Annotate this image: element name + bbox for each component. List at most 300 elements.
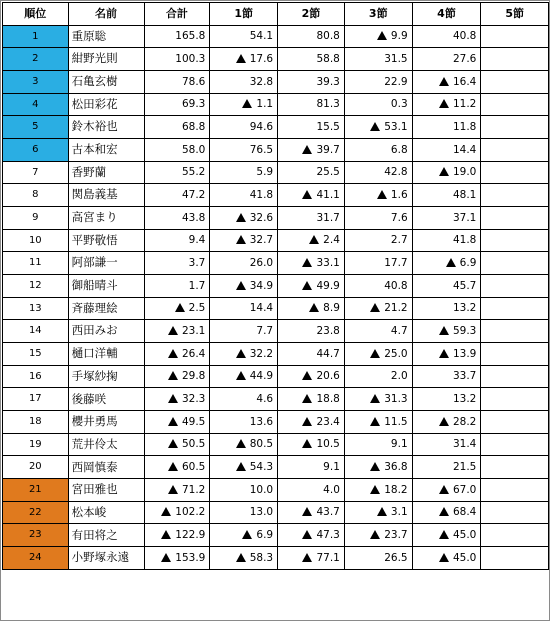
negative-triangle-icon: [236, 439, 246, 448]
cell-value: 47.3: [316, 529, 340, 542]
table-row: [3, 184, 549, 207]
section-5-cell: [481, 184, 549, 207]
section-5-cell: [481, 207, 549, 230]
section-5-cell: [481, 343, 549, 366]
cell-value: 23.1: [181, 324, 206, 337]
cell-value: 60.5: [181, 461, 206, 474]
rank-cell: 9: [3, 207, 69, 230]
section-3-cell: [344, 116, 412, 139]
table-row: [3, 275, 549, 298]
section-5-cell: [481, 365, 549, 388]
cell-value: 26.4: [181, 347, 206, 360]
section-5-cell: [481, 116, 549, 139]
name-cell: 平野敬悟: [68, 229, 144, 252]
section-5-cell: [481, 479, 549, 502]
section-1-cell: [210, 456, 278, 479]
table-row: [3, 433, 549, 456]
name-cell: 阿部謙一: [68, 252, 144, 275]
section-5-cell: [481, 456, 549, 479]
section-2-cell: [278, 433, 345, 456]
total-cell: [144, 411, 210, 434]
standings-table: [2, 2, 549, 570]
cell-value: 153.9: [175, 551, 206, 564]
cell-value: 53.1: [384, 120, 408, 133]
section-5-cell: [481, 139, 549, 162]
cell-value: 31.3: [384, 393, 408, 405]
cell-value: 28.2: [452, 415, 477, 428]
rank-cell: 12: [3, 275, 69, 298]
section-4-cell: 41.8: [412, 229, 481, 252]
cell-value: 3.1: [390, 506, 408, 519]
negative-triangle-icon: [439, 77, 449, 86]
section-4-cell: [412, 547, 481, 570]
section-5-cell: [481, 524, 549, 547]
negative-triangle-icon: [175, 303, 185, 312]
total-cell: 9.4: [144, 229, 210, 252]
name-cell: 宮田雅也: [68, 479, 144, 502]
rank-cell: 8: [3, 184, 69, 207]
section-2-cell: 4.0: [278, 479, 345, 502]
name-cell: 石亀玄樹: [68, 71, 144, 94]
cell-value: 45.0: [452, 551, 477, 564]
total-cell: 100.3: [144, 48, 210, 71]
cell-value: 71.2: [181, 483, 206, 496]
name-cell: 櫻井勇馬: [68, 411, 144, 434]
name-cell: 関島義基: [68, 184, 144, 207]
section-2-cell: 9.1: [278, 456, 345, 479]
negative-triangle-icon: [370, 349, 380, 358]
negative-triangle-icon: [161, 530, 171, 539]
section-4-cell: 13.2: [412, 388, 481, 411]
table-row: [3, 501, 549, 524]
rank-cell: 22: [3, 501, 69, 524]
negative-triangle-icon: [302, 281, 312, 290]
section-5-cell: [481, 501, 549, 524]
section-3-cell: 22.9: [344, 71, 412, 94]
negative-triangle-icon: [302, 553, 312, 562]
table-row: [3, 93, 549, 116]
section-4-cell: [412, 479, 481, 502]
negative-triangle-icon: [377, 190, 387, 199]
negative-triangle-icon: [236, 371, 246, 380]
negative-triangle-icon: [302, 439, 312, 448]
name-cell: 紺野光則: [68, 48, 144, 71]
rank-cell: 14: [3, 320, 69, 343]
total-cell: 78.6: [144, 71, 210, 94]
section-1-cell: 10.0: [210, 479, 278, 502]
negative-triangle-icon: [370, 122, 380, 131]
header-row: [3, 3, 549, 26]
section-3-cell: 2.0: [344, 365, 412, 388]
section-4-cell: 13.2: [412, 297, 481, 320]
name-cell: 松田彩花: [68, 93, 144, 116]
cell-value: 67.0: [452, 483, 477, 496]
section-3-cell: [344, 456, 412, 479]
section-4-cell: 48.1: [412, 184, 481, 207]
rank-cell: 18: [3, 411, 69, 434]
cell-value: 1.1: [256, 98, 274, 111]
cell-value: 59.3: [452, 324, 477, 337]
table-row: [3, 229, 549, 252]
section-3-cell: 9.1: [344, 433, 412, 456]
section-5-cell: [481, 229, 549, 252]
section-2-cell: 44.7: [278, 343, 345, 366]
name-cell: 御船晴斗: [68, 275, 144, 298]
total-cell: [144, 524, 210, 547]
negative-triangle-icon: [236, 462, 246, 471]
section-3-cell: 7.6: [344, 207, 412, 230]
name-cell: 有田将之: [68, 524, 144, 547]
section-1-cell: [210, 343, 278, 366]
rank-cell: 1: [3, 25, 69, 48]
table-row: [3, 479, 549, 502]
section-5-cell: [481, 320, 549, 343]
section-2-cell: 23.8: [278, 320, 345, 343]
negative-triangle-icon: [168, 439, 178, 448]
table-row: [3, 25, 549, 48]
section-4-cell: [412, 252, 481, 275]
cell-value: 41.1: [316, 188, 340, 201]
rank-cell: 24: [3, 547, 69, 570]
cell-value: 6.9: [459, 256, 477, 269]
rank-cell: 19: [3, 433, 69, 456]
section-3-cell: [344, 479, 412, 502]
negative-triangle-icon: [168, 394, 178, 403]
section-4-cell: [412, 93, 481, 116]
section-3-cell: 26.5: [344, 547, 412, 570]
negative-triangle-icon: [370, 485, 380, 494]
section-2-cell: [278, 524, 345, 547]
section-3-cell: 40.8: [344, 275, 412, 298]
total-cell: [144, 365, 210, 388]
cell-value: 54.3: [249, 461, 274, 474]
negative-triangle-icon: [377, 31, 387, 40]
cell-value: 10.5: [316, 438, 340, 451]
section-5-cell: [481, 161, 549, 184]
negative-triangle-icon: [439, 507, 449, 516]
table-row: [3, 524, 549, 547]
section-3-cell: 2.7: [344, 229, 412, 252]
section-4-cell: 40.8: [412, 25, 481, 48]
rank-cell: 3: [3, 71, 69, 94]
table-row: [3, 547, 549, 570]
negative-triangle-icon: [439, 553, 449, 562]
section-2-cell: [278, 184, 345, 207]
cell-value: 23.7: [384, 529, 408, 542]
section-1-cell: [210, 275, 278, 298]
header-section-4: 4節: [412, 3, 481, 26]
negative-triangle-icon: [439, 485, 449, 494]
section-2-cell: 15.5: [278, 116, 345, 139]
cell-value: 44.9: [249, 370, 274, 383]
negative-triangle-icon: [168, 462, 178, 471]
table-row: [3, 207, 549, 230]
table-row: [3, 161, 549, 184]
section-1-cell: 94.6: [210, 116, 278, 139]
negative-triangle-icon: [370, 394, 380, 403]
negative-triangle-icon: [370, 530, 380, 539]
negative-triangle-icon: [242, 99, 252, 108]
section-3-cell: 0.3: [344, 93, 412, 116]
section-2-cell: 81.3: [278, 93, 345, 116]
table-row: [3, 456, 549, 479]
table-row: [3, 411, 549, 434]
section-1-cell: 5.9: [210, 161, 278, 184]
section-1-cell: [210, 433, 278, 456]
cell-value: 18.8: [316, 393, 340, 405]
section-5-cell: [481, 93, 549, 116]
section-1-cell: 7.7: [210, 320, 278, 343]
section-2-cell: 25.5: [278, 161, 345, 184]
negative-triangle-icon: [439, 417, 449, 426]
section-2-cell: 31.7: [278, 207, 345, 230]
negative-triangle-icon: [309, 235, 319, 244]
section-1-cell: 54.1: [210, 25, 278, 48]
total-cell: 47.2: [144, 184, 210, 207]
section-2-cell: [278, 547, 345, 570]
name-cell: 手塚紗掬: [68, 365, 144, 388]
cell-value: 49.5: [181, 415, 206, 428]
rank-cell: 13: [3, 297, 69, 320]
negative-triangle-icon: [236, 349, 246, 358]
cell-value: 39.7: [316, 143, 340, 156]
total-cell: [144, 433, 210, 456]
section-3-cell: [344, 184, 412, 207]
section-2-cell: 58.8: [278, 48, 345, 71]
total-cell: 3.7: [144, 252, 210, 275]
section-4-cell: 27.6: [412, 48, 481, 71]
negative-triangle-icon: [302, 145, 312, 154]
name-cell: 後藤咲: [68, 388, 144, 411]
section-4-cell: [412, 71, 481, 94]
total-cell: 68.8: [144, 116, 210, 139]
negative-triangle-icon: [302, 371, 312, 380]
section-2-cell: 39.3: [278, 71, 345, 94]
table-row: [3, 343, 549, 366]
section-5-cell: [481, 411, 549, 434]
cell-value: 50.5: [181, 438, 206, 451]
negative-triangle-icon: [236, 54, 246, 63]
section-1-cell: 76.5: [210, 139, 278, 162]
rank-cell: 4: [3, 93, 69, 116]
negative-triangle-icon: [302, 417, 312, 426]
name-cell: 重原聡: [68, 25, 144, 48]
header-name: 名前: [68, 3, 144, 26]
table-row: [3, 139, 549, 162]
cell-value: 32.6: [249, 211, 274, 224]
header-section-5: 5節: [481, 3, 549, 26]
rank-cell: 23: [3, 524, 69, 547]
cell-value: 11.5: [384, 415, 408, 428]
negative-triangle-icon: [168, 349, 178, 358]
cell-value: 58.3: [249, 551, 274, 564]
section-4-cell: 31.4: [412, 433, 481, 456]
name-cell: 松本峻: [68, 501, 144, 524]
section-1-cell: 14.4: [210, 297, 278, 320]
negative-triangle-icon: [370, 462, 380, 471]
cell-value: 25.0: [384, 347, 408, 360]
section-1-cell: 13.0: [210, 501, 278, 524]
section-2-cell: [278, 252, 345, 275]
cell-value: 2.4: [323, 234, 340, 247]
section-3-cell: [344, 524, 412, 547]
negative-triangle-icon: [168, 326, 178, 335]
total-cell: [144, 320, 210, 343]
section-2-cell: 80.8: [278, 25, 345, 48]
cell-value: 77.1: [316, 551, 340, 564]
section-1-cell: [210, 229, 278, 252]
section-1-cell: [210, 365, 278, 388]
total-cell: 1.7: [144, 275, 210, 298]
cell-value: 32.2: [249, 347, 274, 360]
cell-value: 80.5: [249, 438, 274, 451]
section-3-cell: [344, 343, 412, 366]
rank-cell: 11: [3, 252, 69, 275]
name-cell: 樋口洋輔: [68, 343, 144, 366]
section-3-cell: 31.5: [344, 48, 412, 71]
total-cell: [144, 479, 210, 502]
header-rank: 順位: [3, 3, 69, 26]
rank-cell: 20: [3, 456, 69, 479]
section-5-cell: [481, 388, 549, 411]
rank-cell: 15: [3, 343, 69, 366]
negative-triangle-icon: [302, 258, 312, 267]
section-5-cell: [481, 547, 549, 570]
total-cell: 55.2: [144, 161, 210, 184]
section-4-cell: [412, 501, 481, 524]
cell-value: 33.1: [316, 256, 340, 269]
name-cell: 荒井伶太: [68, 433, 144, 456]
total-cell: [144, 388, 210, 411]
total-cell: [144, 297, 210, 320]
negative-triangle-icon: [302, 190, 312, 199]
rank-cell: 7: [3, 161, 69, 184]
section-1-cell: 13.6: [210, 411, 278, 434]
cell-value: 36.8: [384, 461, 408, 474]
section-1-cell: 4.6: [210, 388, 278, 411]
section-4-cell: [412, 343, 481, 366]
name-cell: 高宮まり: [68, 207, 144, 230]
header-section-2: 2節: [278, 3, 345, 26]
section-1-cell: 41.8: [210, 184, 278, 207]
total-cell: 165.8: [144, 25, 210, 48]
negative-triangle-icon: [309, 303, 319, 312]
name-cell: 鈴木裕也: [68, 116, 144, 139]
section-2-cell: [278, 411, 345, 434]
cell-value: 23.4: [316, 415, 340, 428]
section-4-cell: 37.1: [412, 207, 481, 230]
section-4-cell: 33.7: [412, 365, 481, 388]
cell-value: 6.9: [256, 529, 274, 542]
name-cell: 西田みお: [68, 320, 144, 343]
cell-value: 17.6: [249, 52, 274, 65]
section-4-cell: 21.5: [412, 456, 481, 479]
section-2-cell: [278, 365, 345, 388]
table-row: [3, 388, 549, 411]
section-2-cell: [278, 297, 345, 320]
section-1-cell: 26.0: [210, 252, 278, 275]
negative-triangle-icon: [236, 235, 246, 244]
rank-cell: 17: [3, 388, 69, 411]
name-cell: 斉藤理絵: [68, 297, 144, 320]
negative-triangle-icon: [302, 394, 312, 403]
header-section-1: 1節: [210, 3, 278, 26]
section-1-cell: [210, 93, 278, 116]
negative-triangle-icon: [439, 99, 449, 108]
table-row: [3, 252, 549, 275]
cell-value: 49.9: [316, 279, 340, 292]
table-row: [3, 297, 549, 320]
section-5-cell: [481, 48, 549, 71]
table-row: [3, 116, 549, 139]
cell-value: 1.6: [390, 188, 408, 201]
cell-value: 9.9: [390, 30, 408, 43]
section-2-cell: [278, 139, 345, 162]
negative-triangle-icon: [377, 507, 387, 516]
rank-cell: 21: [3, 479, 69, 502]
negative-triangle-icon: [242, 530, 252, 539]
section-1-cell: [210, 48, 278, 71]
negative-triangle-icon: [236, 213, 246, 222]
name-cell: 西岡慎泰: [68, 456, 144, 479]
section-5-cell: [481, 252, 549, 275]
cell-value: 102.2: [175, 506, 206, 519]
section-5-cell: [481, 71, 549, 94]
table-row: [3, 320, 549, 343]
section-2-cell: [278, 388, 345, 411]
section-2-cell: [278, 229, 345, 252]
total-cell: 58.0: [144, 139, 210, 162]
table-row: [3, 48, 549, 71]
section-4-cell: 11.8: [412, 116, 481, 139]
cell-value: 32.7: [249, 234, 274, 247]
section-3-cell: [344, 297, 412, 320]
cell-value: 2.5: [188, 302, 206, 315]
negative-triangle-icon: [168, 371, 178, 380]
total-cell: [144, 547, 210, 570]
header-total: 合計: [144, 3, 210, 26]
section-4-cell: [412, 161, 481, 184]
cell-value: 11.2: [452, 98, 477, 111]
negative-triangle-icon: [439, 167, 449, 176]
cell-value: 68.4: [452, 506, 477, 519]
section-3-cell: 6.8: [344, 139, 412, 162]
cell-value: 20.6: [316, 370, 340, 383]
section-5-cell: [481, 297, 549, 320]
total-cell: [144, 343, 210, 366]
negative-triangle-icon: [439, 530, 449, 539]
section-1-cell: [210, 207, 278, 230]
rank-cell: 6: [3, 139, 69, 162]
section-3-cell: 4.7: [344, 320, 412, 343]
total-cell: 43.8: [144, 207, 210, 230]
header-section-3: 3節: [344, 3, 412, 26]
negative-triangle-icon: [302, 507, 312, 516]
cell-value: 13.9: [452, 347, 477, 360]
section-1-cell: [210, 547, 278, 570]
cell-value: 16.4: [452, 75, 477, 88]
negative-triangle-icon: [161, 507, 171, 516]
section-1-cell: 32.8: [210, 71, 278, 94]
negative-triangle-icon: [439, 326, 449, 335]
negative-triangle-icon: [370, 303, 380, 312]
total-cell: 69.3: [144, 93, 210, 116]
section-5-cell: [481, 275, 549, 298]
cell-value: 21.2: [384, 302, 408, 315]
negative-triangle-icon: [302, 530, 312, 539]
section-3-cell: [344, 501, 412, 524]
section-3-cell: [344, 411, 412, 434]
